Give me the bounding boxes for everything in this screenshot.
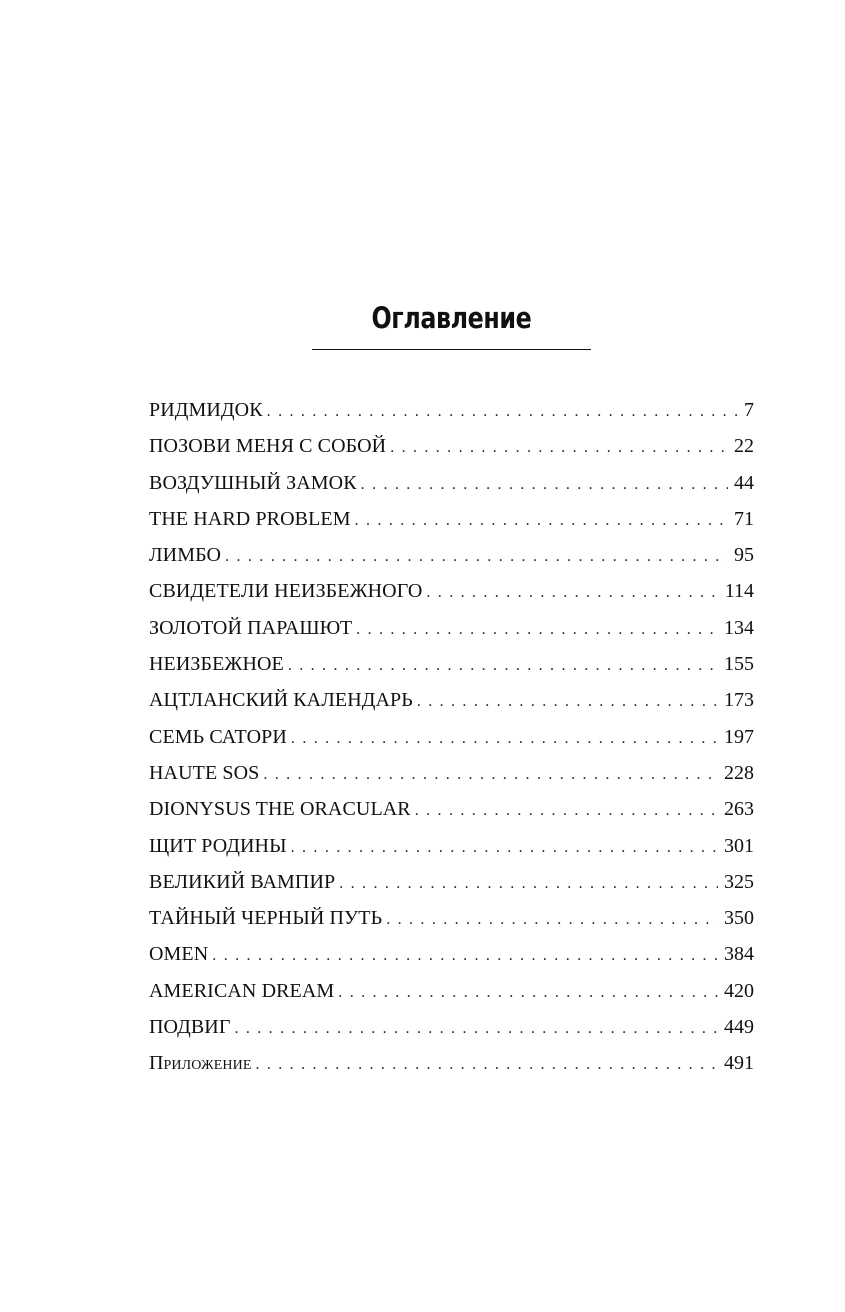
dot-leader xyxy=(234,1011,718,1047)
toc-entry-title: OMEN xyxy=(149,943,209,966)
toc-entry-page: 301 xyxy=(724,834,754,857)
toc-entry[interactable] xyxy=(149,1009,754,1045)
toc-entry-page: 491 xyxy=(724,1052,754,1075)
toc-entry[interactable] xyxy=(149,791,754,827)
toc-entry-page: 22 xyxy=(734,435,754,458)
toc-entry-title: THE HARD PROBLEM xyxy=(149,507,351,530)
toc-entry[interactable] xyxy=(149,537,754,573)
dot-leader xyxy=(417,684,718,720)
toc-entry-page: 155 xyxy=(724,653,754,676)
dot-leader xyxy=(386,902,718,938)
dot-leader xyxy=(267,394,738,430)
toc-entry-title: Приложение xyxy=(149,1052,252,1075)
toc-entry-page: 228 xyxy=(724,761,754,784)
toc-entry[interactable] xyxy=(149,428,754,464)
toc-entry-page: 263 xyxy=(724,798,754,821)
toc-entry[interactable] xyxy=(149,1045,754,1081)
toc-entry-title: ПОЗОВИ МЕНЯ С СОБОЙ xyxy=(149,435,387,458)
dot-leader xyxy=(355,503,728,539)
toc-entry-page: 7 xyxy=(744,399,754,421)
toc-entry-page: 114 xyxy=(724,580,754,603)
toc-entry-page: 44 xyxy=(734,471,754,494)
dot-leader xyxy=(361,467,728,503)
toc-entry[interactable] xyxy=(149,465,754,501)
toc-entry[interactable] xyxy=(149,900,754,936)
toc-entry[interactable] xyxy=(149,719,754,755)
toc-entry[interactable] xyxy=(149,682,754,718)
toc-entry-title: ЩИТ РОДИНЫ xyxy=(149,834,287,857)
toc-entry-page: 350 xyxy=(724,907,754,930)
dot-leader xyxy=(263,757,718,793)
dot-leader xyxy=(426,575,718,611)
dot-leader xyxy=(415,793,718,829)
toc-entry-page: 95 xyxy=(734,544,754,567)
toc-entry[interactable] xyxy=(149,828,754,864)
dot-leader xyxy=(212,938,718,974)
toc-entry-page: 134 xyxy=(724,616,754,639)
dot-leader xyxy=(291,830,718,866)
toc-entry-title: РИДМИДОК xyxy=(149,399,263,421)
dot-leader xyxy=(255,1047,718,1083)
dot-leader xyxy=(339,866,718,902)
heading-underline xyxy=(312,349,591,350)
dot-leader xyxy=(390,430,728,466)
toc-entry-title: ВЕЛИКИЙ ВАМПИР xyxy=(149,870,336,893)
toc-entry-title: ЗОЛОТОЙ ПАРАШЮТ xyxy=(149,616,353,639)
dot-leader xyxy=(225,539,728,575)
toc-entry-title: DIONYSUS THE ORACULAR xyxy=(149,798,411,821)
toc-entry-title: AMERICAN DREAM xyxy=(149,979,335,1002)
dot-leader xyxy=(356,612,718,648)
toc-entry-title: СВИДЕТЕЛИ НЕИЗБЕЖНОГО xyxy=(149,580,423,603)
toc-heading: Оглавление xyxy=(371,301,532,335)
dot-leader xyxy=(291,721,718,757)
table-of-contents xyxy=(149,392,754,1082)
toc-entry[interactable] xyxy=(149,755,754,791)
toc-entry-title: СЕМЬ САТОРИ xyxy=(149,725,287,748)
toc-entry[interactable] xyxy=(149,501,754,537)
toc-entry-title: HAUTE SOS xyxy=(149,761,260,784)
toc-entry-title: ЛИМБО xyxy=(149,544,222,567)
toc-entry-title: НЕИЗБЕЖНОЕ xyxy=(149,653,284,676)
toc-entry-title: ПОДВИГ xyxy=(149,1016,231,1039)
toc-entry[interactable] xyxy=(149,936,754,972)
toc-entry-page: 325 xyxy=(724,870,754,893)
toc-entry[interactable] xyxy=(149,864,754,900)
toc-entry-title: ТАЙНЫЙ ЧЕРНЫЙ ПУТЬ xyxy=(149,907,383,930)
toc-entry-title: ВОЗДУШНЫЙ ЗАМОК xyxy=(149,471,357,494)
toc-entry-page: 384 xyxy=(724,943,754,966)
toc-entry[interactable] xyxy=(149,973,754,1009)
toc-entry[interactable] xyxy=(149,573,754,609)
toc-entry-page: 173 xyxy=(724,689,754,712)
toc-entry-page: 420 xyxy=(724,979,754,1002)
toc-entry[interactable] xyxy=(149,610,754,646)
toc-entry-page: 71 xyxy=(734,507,754,530)
dot-leader xyxy=(288,648,718,684)
toc-entry[interactable] xyxy=(149,392,754,428)
toc-entry-page: 197 xyxy=(724,725,754,748)
toc-entry-title: АЦТЛАНСКИЙ КАЛЕНДАРЬ xyxy=(149,689,413,712)
toc-entry-page: 449 xyxy=(724,1016,754,1039)
dot-leader xyxy=(338,975,718,1011)
toc-entry[interactable] xyxy=(149,646,754,682)
